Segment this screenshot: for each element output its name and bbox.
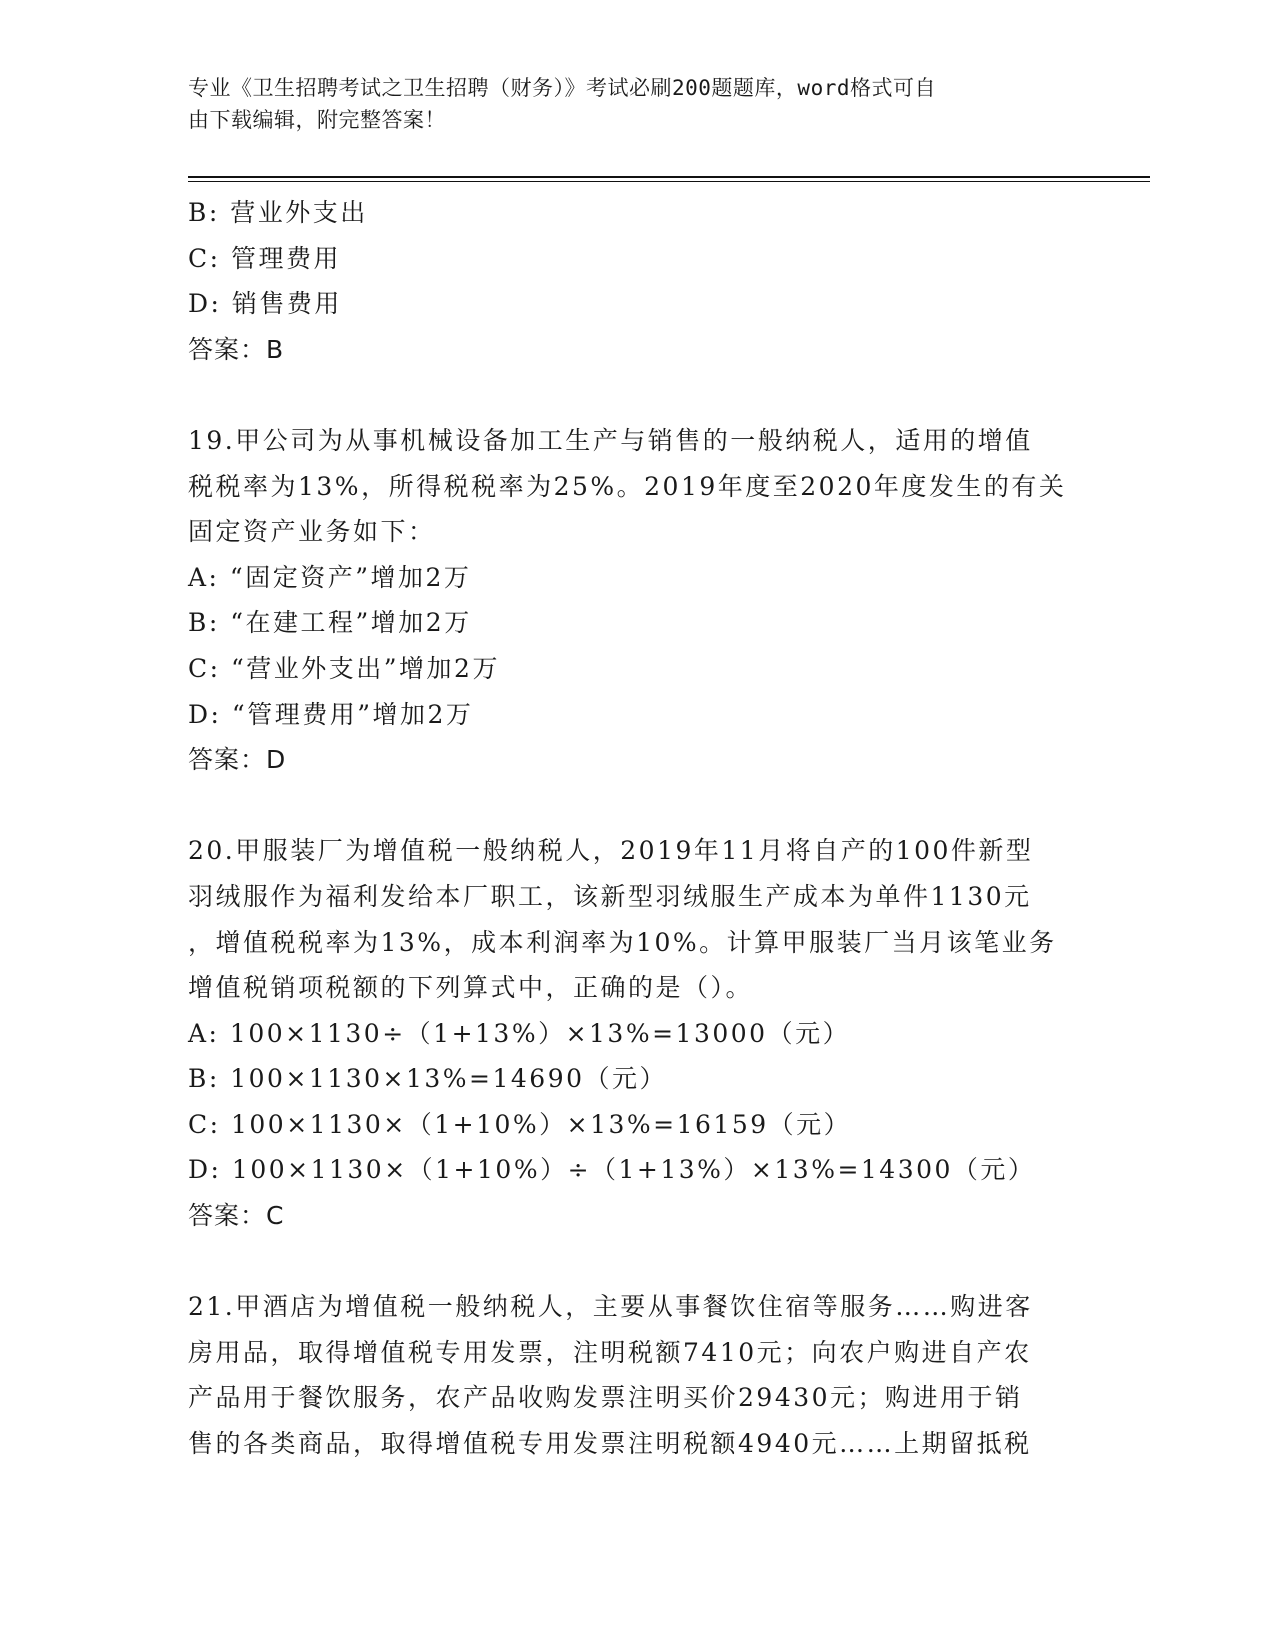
question-text: 税税率为13%，所得税税率为25%。2019年度至2020年度发生的有关 — [188, 471, 1067, 501]
option-c: C: 管理费用 — [188, 243, 341, 273]
document-body — [188, 190, 1088, 1467]
answer: 答案：B — [188, 334, 285, 364]
question-text: 房用品，取得增值税专用发票，注明税额7410元；向农户购进自产农 — [188, 1337, 1032, 1367]
question-text: 增值税销项税额的下列算式中，正确的是（）。 — [188, 973, 754, 1003]
header-line: 由下载编辑，附完整答案！ — [188, 108, 446, 132]
question-18-tail — [188, 190, 1088, 372]
question-text: 21.甲酒店为增值税一般纳税人，主要从事餐饮住宿等服务……购进客 — [188, 1292, 1033, 1322]
spacer — [188, 372, 1088, 418]
option-b: B: “在建工程”增加2万 — [188, 608, 472, 638]
question-text: 产品用于餐饮服务，农产品收购发票注明买价29430元；购进用于销 — [188, 1383, 1023, 1413]
header-divider-thin — [188, 181, 1150, 182]
answer: 答案：D — [188, 745, 287, 775]
option-c: C: 100×1130×（1+10%）×13%=16159（元） — [188, 1109, 852, 1139]
option-b: B: 100×1130×13%=14690（元） — [188, 1064, 668, 1094]
question-text: 19.甲公司为从事机械设备加工生产与销售的一般纳税人，适用的增值 — [188, 425, 1033, 455]
header-divider — [188, 176, 1150, 178]
option-d: D: 100×1130×（1+10%）÷（1+13%）×13%=14300（元） — [188, 1155, 1036, 1185]
option-a: A: 100×1130÷（1+13%）×13%=13000（元） — [188, 1018, 851, 1048]
answer: 答案：C — [188, 1201, 285, 1231]
option-d: D: 销售费用 — [188, 289, 342, 319]
question-21 — [188, 1284, 1088, 1466]
option-c: C: “营业外支出”增加2万 — [188, 653, 500, 683]
option-a: A: “固定资产”增加2万 — [188, 562, 472, 592]
option-b: B: 营业外支出 — [188, 198, 368, 227]
question-text: 售的各类商品，取得增值税专用发票注明税额4940元……上期留抵税 — [188, 1429, 1032, 1459]
question-text: 固定资产业务如下： — [188, 517, 436, 547]
question-text: 20.甲服装厂为增值税一般纳税人，2019年11月将自产的100件新型 — [188, 836, 1034, 866]
option-d: D: “管理费用”增加2万 — [188, 699, 474, 729]
question-20 — [188, 828, 1088, 1238]
question-text: 羽绒服作为福利发给本厂职工，该新型羽绒服生产成本为单件1130元 — [188, 881, 1032, 911]
question-text: ，增值税税率为13%，成本利润率为10%。计算甲服装厂当月该笔业务 — [188, 927, 1057, 957]
spacer — [188, 783, 1088, 829]
document-header — [188, 72, 1088, 136]
spacer — [188, 1239, 1088, 1285]
header-line: 专业《卫生招聘考试之卫生招聘（财务）》考试必刷200题题库，word格式可自 — [188, 76, 936, 100]
question-19 — [188, 418, 1088, 783]
